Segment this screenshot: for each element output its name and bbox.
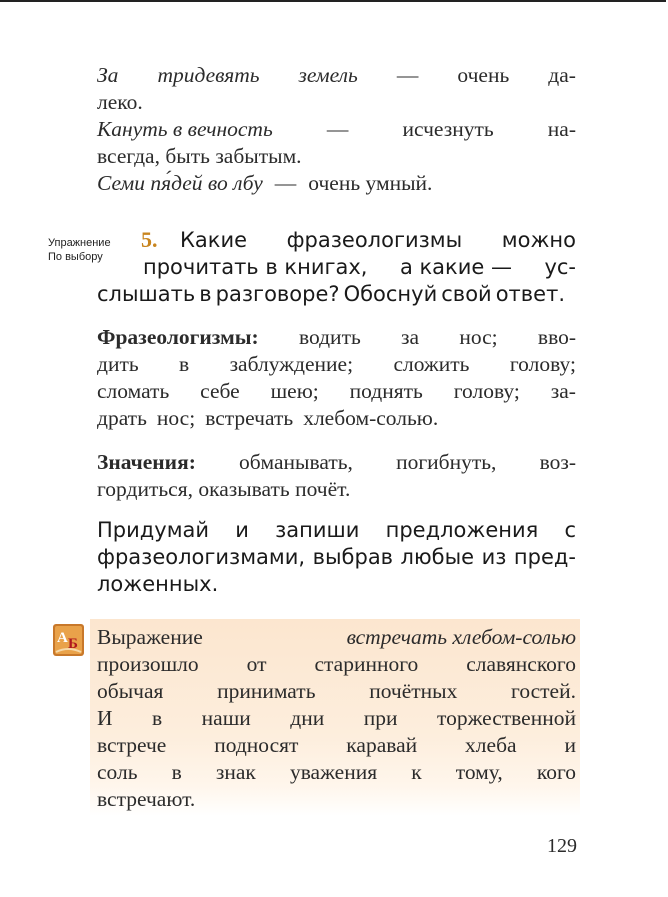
abc-book-icon [52,622,85,658]
word: ответ. [495,282,565,306]
word: славянского [466,652,576,676]
word: встречают. [97,787,196,811]
word: принимать [217,679,316,703]
word: прочитать в книгах, [143,255,368,279]
word: кого [536,760,576,784]
word: заблуждение; [229,352,354,376]
word: погибнуть, [396,450,497,474]
word: леко. [97,90,143,114]
icon-letter: Б [68,636,78,652]
definition-line [97,62,576,89]
word: выбрав [312,545,394,569]
word: наши [201,706,251,730]
word: тому, [455,760,503,784]
exercise-line [143,254,576,281]
word: земель [298,63,358,87]
word: тридевять [157,63,260,87]
word: уважения [289,760,378,784]
word: вво- [537,325,576,349]
word: обманывать, [239,450,353,474]
word: и [564,733,576,757]
word: торжественной [436,706,576,730]
word: — [396,63,419,87]
definition-line [97,116,576,143]
phrases-heading: Фразеологизмы: [97,325,259,349]
word: пред- [513,545,576,569]
word: фразеологизмами, [97,545,306,569]
word: Выражение [97,625,203,649]
term: Кануть в вечность [97,117,273,141]
exercise-line [97,281,565,308]
task-line [97,544,576,571]
word: в [152,706,163,730]
info-line [97,624,576,651]
word: при [363,706,398,730]
phrases-line [97,378,576,405]
phrases-line [97,324,576,351]
word: нос; [156,406,196,430]
exercise-label [48,236,111,264]
meanings-line [97,476,576,503]
word: свой [441,282,492,306]
info-line [97,705,576,732]
word: нос; [459,325,498,349]
definition-line [97,143,576,170]
word: встрече [97,733,167,757]
word: очень [457,63,510,87]
word: каравай [346,733,418,757]
word: предложения [385,518,539,542]
meanings-line [97,449,576,476]
word: фразеологизмы [286,228,463,252]
page-number: 129 [547,835,577,857]
word: знак [215,760,256,784]
phrases-line [97,351,576,378]
word: запиши [275,518,360,542]
word: любые [400,545,475,569]
word: произошло [97,652,199,676]
word: ложенных. [97,572,219,596]
word: дни [290,706,325,730]
word: подносят [214,733,299,757]
word: И [97,706,113,730]
word: себе [200,379,240,403]
term: Семи пя́дей во лбу [97,171,263,195]
word: за- [550,379,576,403]
info-line [97,759,576,786]
word: почётных [369,679,458,703]
definition-line [97,89,576,116]
word: и [235,518,249,542]
word: в [199,282,212,306]
word: к [411,760,422,784]
word: Какие [180,228,248,252]
word: Придумай [97,518,210,542]
phrases-line [97,405,576,432]
icon-letter: А [57,630,68,646]
word: хлеба [465,733,517,757]
word: встречать [205,406,294,430]
word: разговоре? [215,282,340,306]
word: на- [547,117,576,141]
word: гордиться, оказывать почёт. [97,477,351,501]
word: в [179,352,190,376]
exercise-label-line: По выбору [48,251,103,263]
word: шею; [270,379,319,403]
word: гостей. [511,679,576,703]
word: сломать [97,379,170,403]
word: из [481,545,507,569]
word: Обоснуй [343,282,438,306]
word: с [564,518,576,542]
word: За [97,63,119,87]
word: драть [97,406,147,430]
exercise-label-line: Упражнение [48,237,111,249]
word: слышать [97,282,196,306]
info-line [97,786,576,813]
term: встречать хлебом-солью [346,625,576,649]
top-border [0,0,666,2]
info-line [97,732,576,759]
exercise-number: 5. [141,227,158,252]
word: голову; [509,352,576,376]
meanings-heading: Значения: [97,450,196,474]
word: да- [548,63,576,87]
word: за [401,325,420,349]
task-line [97,517,576,544]
word: воз- [539,450,576,474]
word: исчезнуть [402,117,494,141]
word: поднять [349,379,423,403]
info-line [97,651,576,678]
word: обычая [97,679,164,703]
word: голову; [453,379,520,403]
word: ус- [544,255,576,279]
word: соль [97,760,138,784]
word: — [326,117,349,141]
word: дить [97,352,139,376]
definition-line [97,170,576,197]
word: водить [298,325,361,349]
word: всегда, быть забытым. [97,144,302,168]
word: старинного [314,652,419,676]
exercise-line [180,227,576,254]
word: — [274,171,297,195]
word: от [246,652,267,676]
info-line [97,678,576,705]
word: хлебом-солью. [303,406,439,430]
word: можно [501,228,576,252]
word: очень умный. [308,171,433,195]
word: а какие — [399,255,512,279]
task-line [97,571,576,598]
word: сложить [393,352,470,376]
word: в [171,760,182,784]
